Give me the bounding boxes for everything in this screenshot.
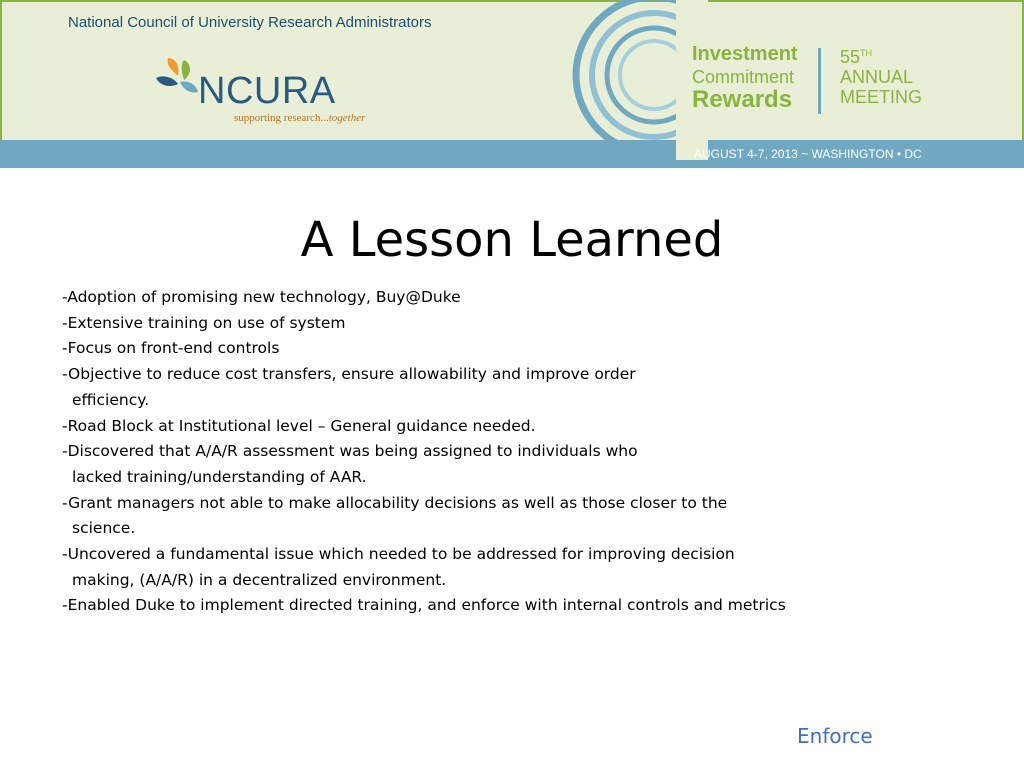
list-item: -Road Block at Institutional level – General guidance needed. <box>62 416 536 435</box>
bullet-list <box>62 285 962 619</box>
slide-title: A Lesson Learned <box>300 212 724 268</box>
list-item: -Focus on front-end controls <box>62 339 280 358</box>
header-banner <box>0 0 1024 168</box>
meeting-theme <box>692 44 798 112</box>
theme-investment: Investment <box>692 43 798 65</box>
concentric-circles-graphic <box>568 0 708 160</box>
enforce-link[interactable]: Enforce <box>797 724 873 748</box>
list-item: -Objective to reduce cost transfers, ensure allowability and improve order efficiency. <box>62 365 636 409</box>
ncura-tagline: supporting research...together <box>234 112 366 124</box>
list-item: -Extensive training on use of system <box>62 313 346 332</box>
annual-meeting-label: 55TH ANNUAL MEETING <box>840 47 923 107</box>
theme-rewards: Rewards <box>692 86 793 113</box>
list-item: -Uncovered a fundamental issue which needed to be addressed for improving decision making, (A/A/R) in a decentralized environment. <box>62 545 735 589</box>
list-item: -Enabled Duke to implement directed training, and enforce with internal controls and metrics <box>62 596 786 615</box>
organization-name: National Council of University Research Administrators <box>68 14 432 31</box>
theme-divider <box>818 48 821 114</box>
ncura-wordmark: NCURA <box>198 70 336 112</box>
theme-commitment: Commitment <box>692 67 795 87</box>
list-item: -Grant managers not able to make allocability decisions as well as those closer to the science. <box>62 493 728 538</box>
date-location: AUGUST 4-7, 2013 ~ WASHINGTON • DC <box>694 147 922 161</box>
list-item: -Discovered that A/A/R assessment was being assigned to individuals who lacked training/understanding of AAR. <box>62 442 638 486</box>
list-item: -Adoption of promising new technology, Buy@Duke <box>62 288 461 306</box>
